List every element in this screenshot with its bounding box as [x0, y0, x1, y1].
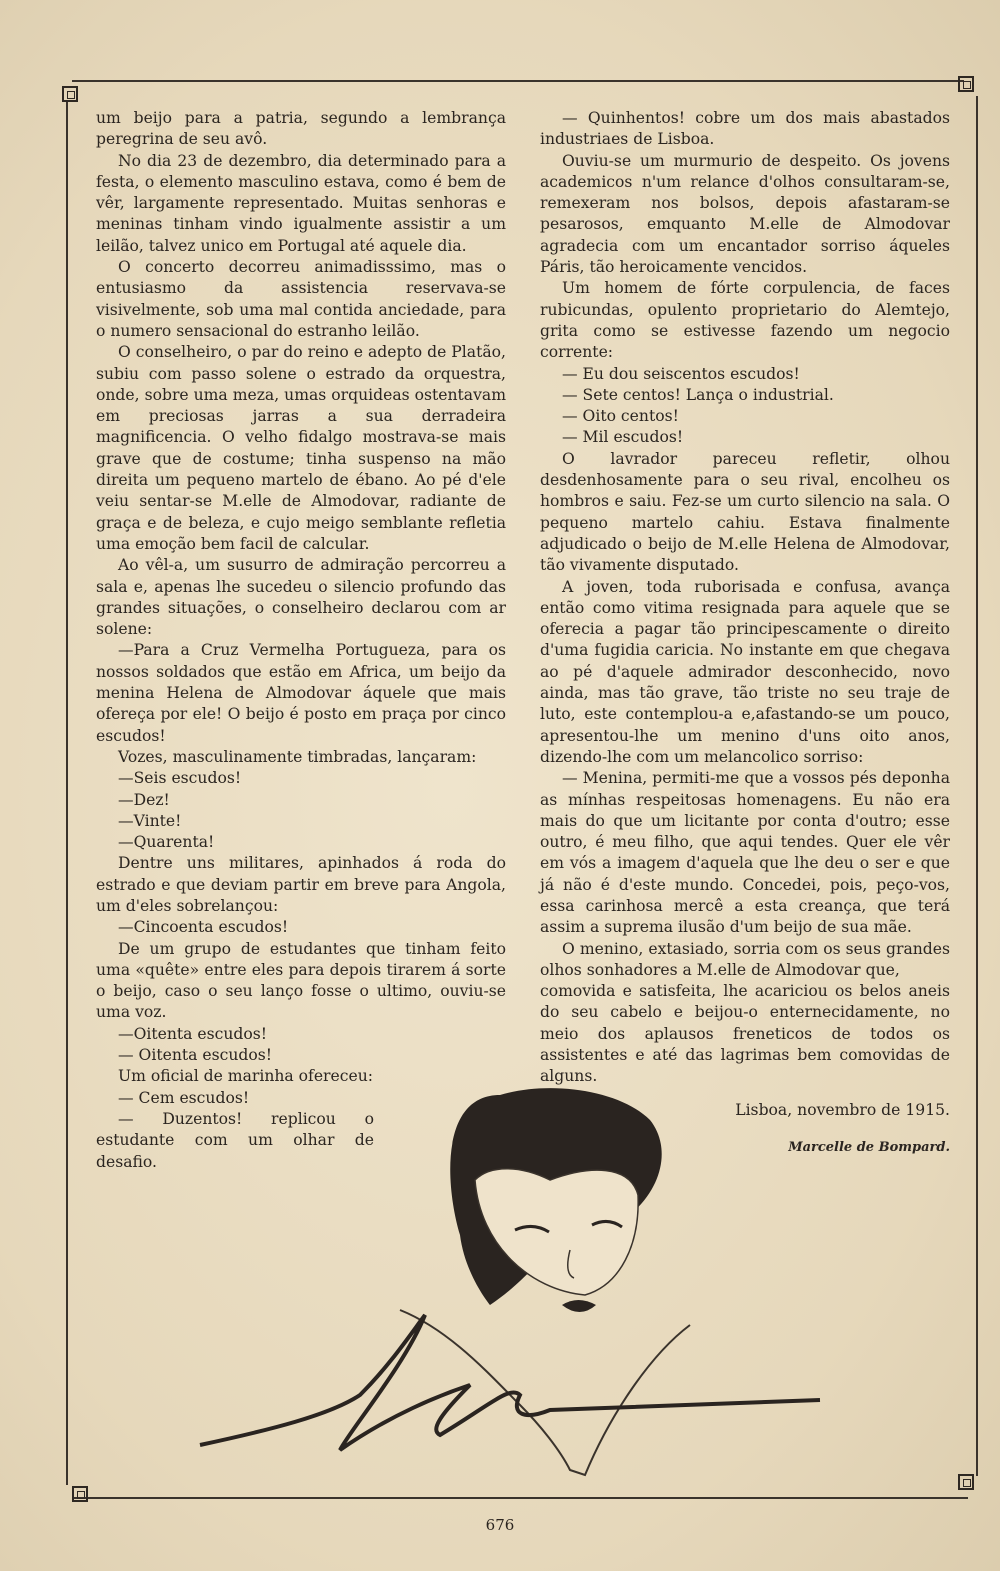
paragraph: Vozes, masculinamente timbradas, lançaram:	[118, 747, 477, 766]
paragraph: Um oficial de marinha ofereceu:	[118, 1067, 373, 1086]
dialogue-line: —Seis escudos!	[118, 769, 242, 788]
frame-top-rule	[72, 80, 964, 82]
woman-portrait-illustration	[190, 1085, 830, 1505]
right-column	[540, 108, 950, 1158]
corner-ornament-icon	[62, 86, 78, 102]
left-column	[96, 108, 506, 1173]
frame-left-rule	[66, 100, 68, 1485]
dialogue-line: —Vinte!	[118, 811, 182, 830]
dialogue-line: — Sete centos! Lança o industrial.	[562, 385, 834, 404]
frame-right-rule	[976, 96, 978, 1476]
dateline: Lisboa, novembro de 1915.	[735, 1100, 950, 1119]
paragraph: Dentre uns militares, apinhados á roda do estrado e que deviam partir em breve para Angola, um d'eles sobrelançou:	[96, 854, 506, 915]
paragraph: A joven, toda ruborisada e confusa, avança então como vitima resignada para aquele que se oferecia a pagar tão principescamente o direito d'uma fugidia caricia. No instante em que chegava ao pé d'aquele admirador desconhecido, novo ainda, mas tão grave, tão triste no seu traje de luto, este contemplou-a e,afastando-se um pouco, apresentou-lhe um menino d'uns oito anos, dizendo-lhe com um melancolico sorriso:	[540, 577, 950, 766]
corner-ornament-icon	[958, 76, 974, 92]
paragraph: De um grupo de estudantes que tinham feito uma «quête» entre eles para depois tirarem á sorte o beijo, caso o seu lanço fosse o ultimo, ouviu-se uma voz.	[96, 939, 506, 1022]
paragraph: Ouviu-se um murmurio de despeito. Os jovens academicos n'um relance d'olhos consultaram-se, remexeram nos bolsos, depois afastaram-se pesarosos, emquanto M.elle de Almodovar agradecia com um encantador sorriso áqueles Páris, tão heroicamente vencidos.	[540, 151, 950, 277]
dialogue-line: —Quarenta!	[118, 833, 215, 852]
paragraph: No dia 23 de dezembro, dia determinado para a festa, o elemento masculino estava, como é bem de vêr, largamente representado. Muitas senhoras e meninas tinham vindo igualmente assistir a um leilão, talvez unico em Portugal até aquele dia.	[96, 151, 506, 255]
paragraph: um beijo para a patria, segundo a lembrança peregrina de seu avô.	[96, 109, 506, 149]
dialogue-line: — Oitenta escudos!	[118, 1046, 273, 1065]
paragraph: O lavrador pareceu refletir, olhou desdenhosamente para o seu rival, encolheu os hombros e saiu. Fez-se um curto silencio na sala. O pequeno martelo cahiu. Estava finalmente adjudicado o beijo de M.elle Helena de Almodovar, tão vivamente disputado.	[540, 449, 950, 575]
paragraph: —Para a Cruz Vermelha Portugueza, para os nossos soldados que estão em Africa, um beijo da menina Helena de Almodovar áquele que mais ofereça por ele! O beijo é posto em praça por cinco escudos!	[96, 641, 506, 745]
paragraph: Ao vêl-a, um susurro de admiração percorreu a sala e, apenas lhe sucedeu o silencio profundo das grandes situações, o conselheiro declarou com ar solene:	[96, 556, 506, 639]
dialogue-line: — Eu dou seiscentos escudos!	[562, 364, 800, 383]
paragraph: O concerto decorreu animadisssimo, mas o entusiasmo da assistencia reservava-se visivelmente, sob uma mal contida anciedade, para o numero sensacional do estranho leilão.	[96, 258, 506, 340]
paragraph: — Menina, permiti-me que a vossos pés deponha as mínhas respeitosas homenagens. Eu não era mais do que um licitante por conta d'outro; esse outro, é meu filho, que aqui tendes. Quer ele vêr em vós a imagem d'aquela que lhe deu o ser e que já não é d'este mundo. Concedei, pois, peço-vos, essa carinhosa mercê a esta creança, que terá assim a suprema ilusão d'um beijo de sua mãe.	[540, 769, 950, 937]
corner-ornament-icon	[72, 1486, 88, 1502]
dialogue-line: — Mil escudos!	[562, 428, 684, 447]
paragraph: O menino, extasiado, sorria com os seus grandes olhos sonhadores a M.elle de Almodovar que,	[540, 939, 950, 979]
paragraph: — Duzentos! replicou o estudante com um olhar de desafio.	[96, 1109, 374, 1171]
paragraph: comovida e satisfeita, lhe acariciou os belos aneis do seu cabelo e beijou-o enternecidamente, no meio dos aplausos freneticos de todos os assistentes e até das lagrimas bem comovidas de alguns.	[540, 982, 950, 1086]
dialogue-line: —Dez!	[118, 790, 170, 809]
page-number: 676	[485, 1516, 515, 1534]
paragraph: — Quinhentos! cobre um dos mais abastados industriaes de Lisboa.	[540, 109, 950, 149]
author-signature: Marcelle de Bompard.	[788, 1139, 950, 1155]
dialogue-line: — Cem escudos!	[118, 1088, 250, 1107]
paragraph: Um homem de fórte corpulencia, de faces rubicundas, opulento proprietario do Alemtejo, grita como se estivesse fazendo um negocio corrente:	[540, 279, 950, 362]
dialogue-line: — Oito centos!	[562, 407, 679, 426]
corner-ornament-icon	[958, 1474, 974, 1490]
dialogue-line: —Cincoenta escudos!	[118, 918, 289, 937]
dialogue-line: —Oitenta escudos!	[118, 1024, 268, 1043]
paragraph: O conselheiro, o par do reino e adepto de Platão, subiu com passo solene o estrado da orquestra, onde, sobre uma meza, umas orquideas ostentavam em preciosas jarras a sua derradeira magnificencia. O velho fidalgo mostrava-se mais grave que de costume; tinha suspenso na mão direita um pequeno martelo de ébano. Ao pé d'ele veiu sentar-se M.elle de Almodovar, radiante de graça e de beleza, e cujo meigo semblante refletia uma emoção bem facil de calcular.	[96, 343, 506, 553]
